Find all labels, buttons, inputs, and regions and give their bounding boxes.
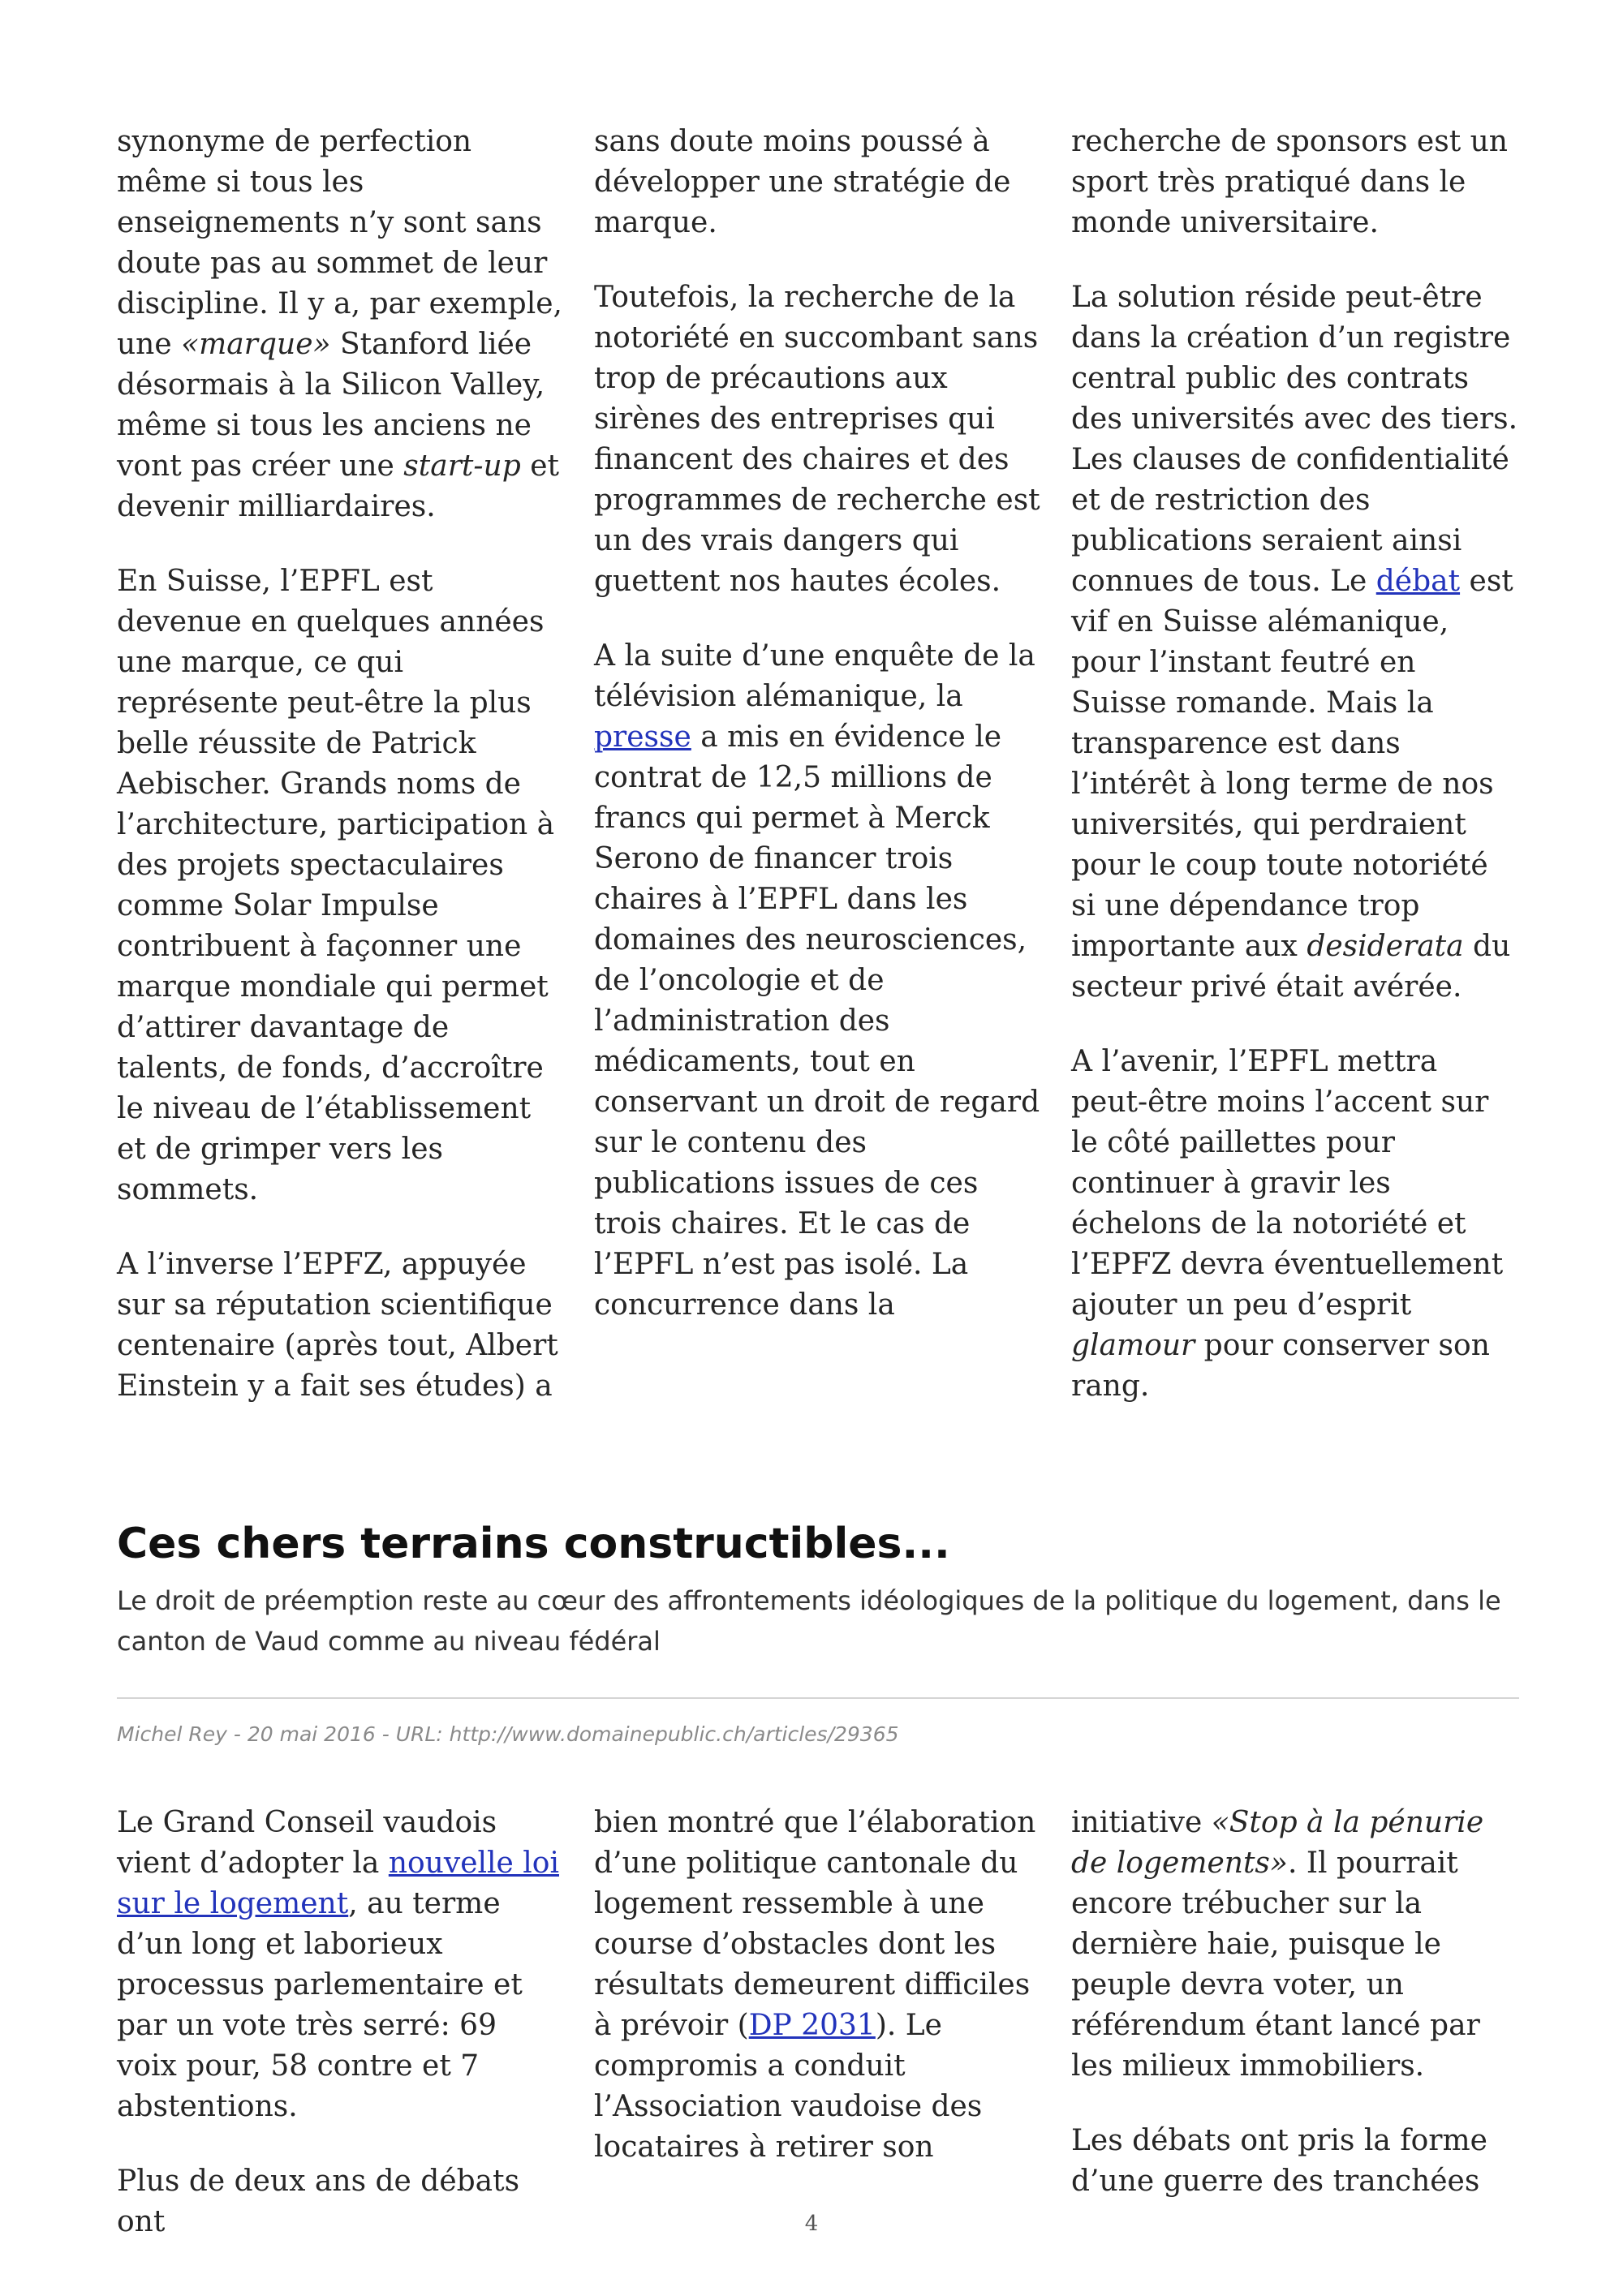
dp-2031-link[interactable]: DP 2031 <box>748 2009 876 2042</box>
article-1-column-1 <box>117 122 565 1407</box>
text-run: synonyme de perfection même si tous les enseignements n’y sont sans doute pas au sommet de leur discipline. Il y a, par exemple, une <box>117 125 562 361</box>
paragraph: En Suisse, l’EPFL est devenue en quelques années une marque, ce qui représente peut-être la plus belle réussite de Patrick Aebischer. Grands noms de l’architecture, participation à des projets spectaculaires comme Solar Impulse contribuent à façonner une marque mondiale qui permet d’attirer davantage de talents, de fonds, d’accroître le niveau de l’établissement et de grimper vers les sommets. <box>117 565 555 1206</box>
text-run: . Il pourrait encore trébucher sur la dernière haie, puisque le peuple devra voter, un référendum étant lancé par les milieux immobiliers. <box>1071 1847 1480 2083</box>
text-run: du secteur privé était avérée. <box>1071 930 1511 1004</box>
text-run: , au terme d’un long et laborieux processus parlementaire et par un vote très serré: 69 voix pour, 58 contre et 7 abstentions. <box>117 1887 523 2123</box>
article-2-columns <box>117 1803 1519 2242</box>
article-1-columns <box>117 122 1519 1407</box>
article-2-column-1 <box>117 1803 565 2242</box>
article-lede: Le droit de préemption reste au cœur des affrontements idéologiques de la politique du logement, dans le canton de Vaud comme au niveau fédéral <box>117 1585 1501 1657</box>
article-2-column-2 <box>594 1803 1042 2242</box>
emphasis: «marque» <box>181 328 331 361</box>
text-run: A l’avenir, l’EPFL mettra peut-être moins l’accent sur le côté paillettes pour continuer à gravir les échelons de la notoriété et l’EPFZ devra éventuellement ajouter un peu d’esprit <box>1071 1045 1504 1322</box>
paragraph <box>1071 1042 1519 1407</box>
paragraph: Toutefois, la recherche de la notoriété en succombant sans trop de précautions aux sirènes des entreprises qui financent des chaires et des programmes de recherche est un des vrais dangers qui guettent nos hautes écoles. <box>594 281 1040 598</box>
text-run: ). Le compromis a conduit l’Association vaudoise des locataires à retirer son <box>594 2009 983 2164</box>
paragraph <box>117 1803 565 2127</box>
text-run: et devenir milliardaires. <box>117 449 559 523</box>
emphasis: «Stop à la pénurie de logements» <box>1071 1806 1484 1880</box>
emphasis: desiderata <box>1307 930 1464 963</box>
paragraph: Les débats ont pris la forme d’une guerre des tranchées <box>1071 2124 1487 2198</box>
text-run: a mis en évidence le contrat de 12,5 millions de francs qui permet à Merck Serono de financer trois chaires à l’EPFL dans les domaines des neurosciences, de l’oncologie et de l’administration des médicaments, tout en conservant un droit de regard sur le contenu des publications issues de ces trois chaires. Et le cas de l’EPFL n’est pas isolé. La concurrence dans la <box>594 720 1040 1322</box>
text-run: est vif en Suisse alémanique, pour l’instant feutré en Suisse romande. Mais la transparence est dans l’intérêt à long terme de nos universités, qui perdraient pour le coup toute notoriété si une dépendance trop importante aux <box>1071 565 1513 963</box>
article-1-column-3 <box>1071 122 1519 1407</box>
text-run: initiative <box>1071 1806 1212 1839</box>
paragraph <box>1071 1803 1519 2087</box>
emphasis: start-up <box>403 449 521 483</box>
article-1-column-2 <box>594 122 1042 1407</box>
text-run: Le Grand Conseil vaudois vient d’adopter la <box>117 1806 497 1880</box>
paragraph <box>594 1803 1042 2168</box>
text-run: A la suite d’une enquête de la télévision alémanique, la <box>594 639 1035 713</box>
text-run: La solution réside peut-être dans la création d’un registre central public des contrats des universités avec des tiers. Les clauses de confidentialité et de restriction des publications seraient ainsi connues de tous. Le <box>1071 281 1518 598</box>
emphasis: glamour <box>1071 1329 1195 1362</box>
presse-link[interactable]: presse <box>594 720 691 754</box>
paragraph <box>594 636 1042 1326</box>
article-2-column-3 <box>1071 1803 1519 2242</box>
text-run: pour conserver son rang. <box>1071 1329 1490 1403</box>
nouvelle-loi-link[interactable]: nouvelle loi sur le logement <box>117 1847 559 1920</box>
text-run: Stanford liée désormais à la Silicon Valley, même si tous les anciens ne vont pas créer une <box>117 328 545 483</box>
divider <box>117 1697 1519 1699</box>
paragraph <box>117 122 565 527</box>
paragraph: Plus de deux ans de débats ont <box>117 2165 520 2238</box>
paragraph: A l’inverse l’EPFZ, appuyée sur sa réputation scientifique centenaire (après tout, Albert Einstein y a fait ses études) a <box>117 1248 558 1403</box>
page-number: 4 <box>804 2212 819 2236</box>
paragraph: sans doute moins poussé à développer une stratégie de marque. <box>594 125 1011 239</box>
paragraph: recherche de sponsors est un sport très pratiqué dans le monde universitaire. <box>1071 125 1508 239</box>
debat-link[interactable]: débat <box>1375 565 1461 598</box>
article-title: Ces chers terrains constructibles... <box>117 1520 950 1568</box>
paragraph <box>1071 277 1519 1008</box>
text-run: bien montré que l’élaboration d’une politique cantonale du logement ressemble à une course d’obstacles dont les résultats demeurent difficiles à prévoir ( <box>594 1806 1036 2042</box>
article-byline: Michel Rey - 20 mai 2016 - URL: http://www.domainepublic.ch/articles/29365 <box>117 1722 899 1746</box>
